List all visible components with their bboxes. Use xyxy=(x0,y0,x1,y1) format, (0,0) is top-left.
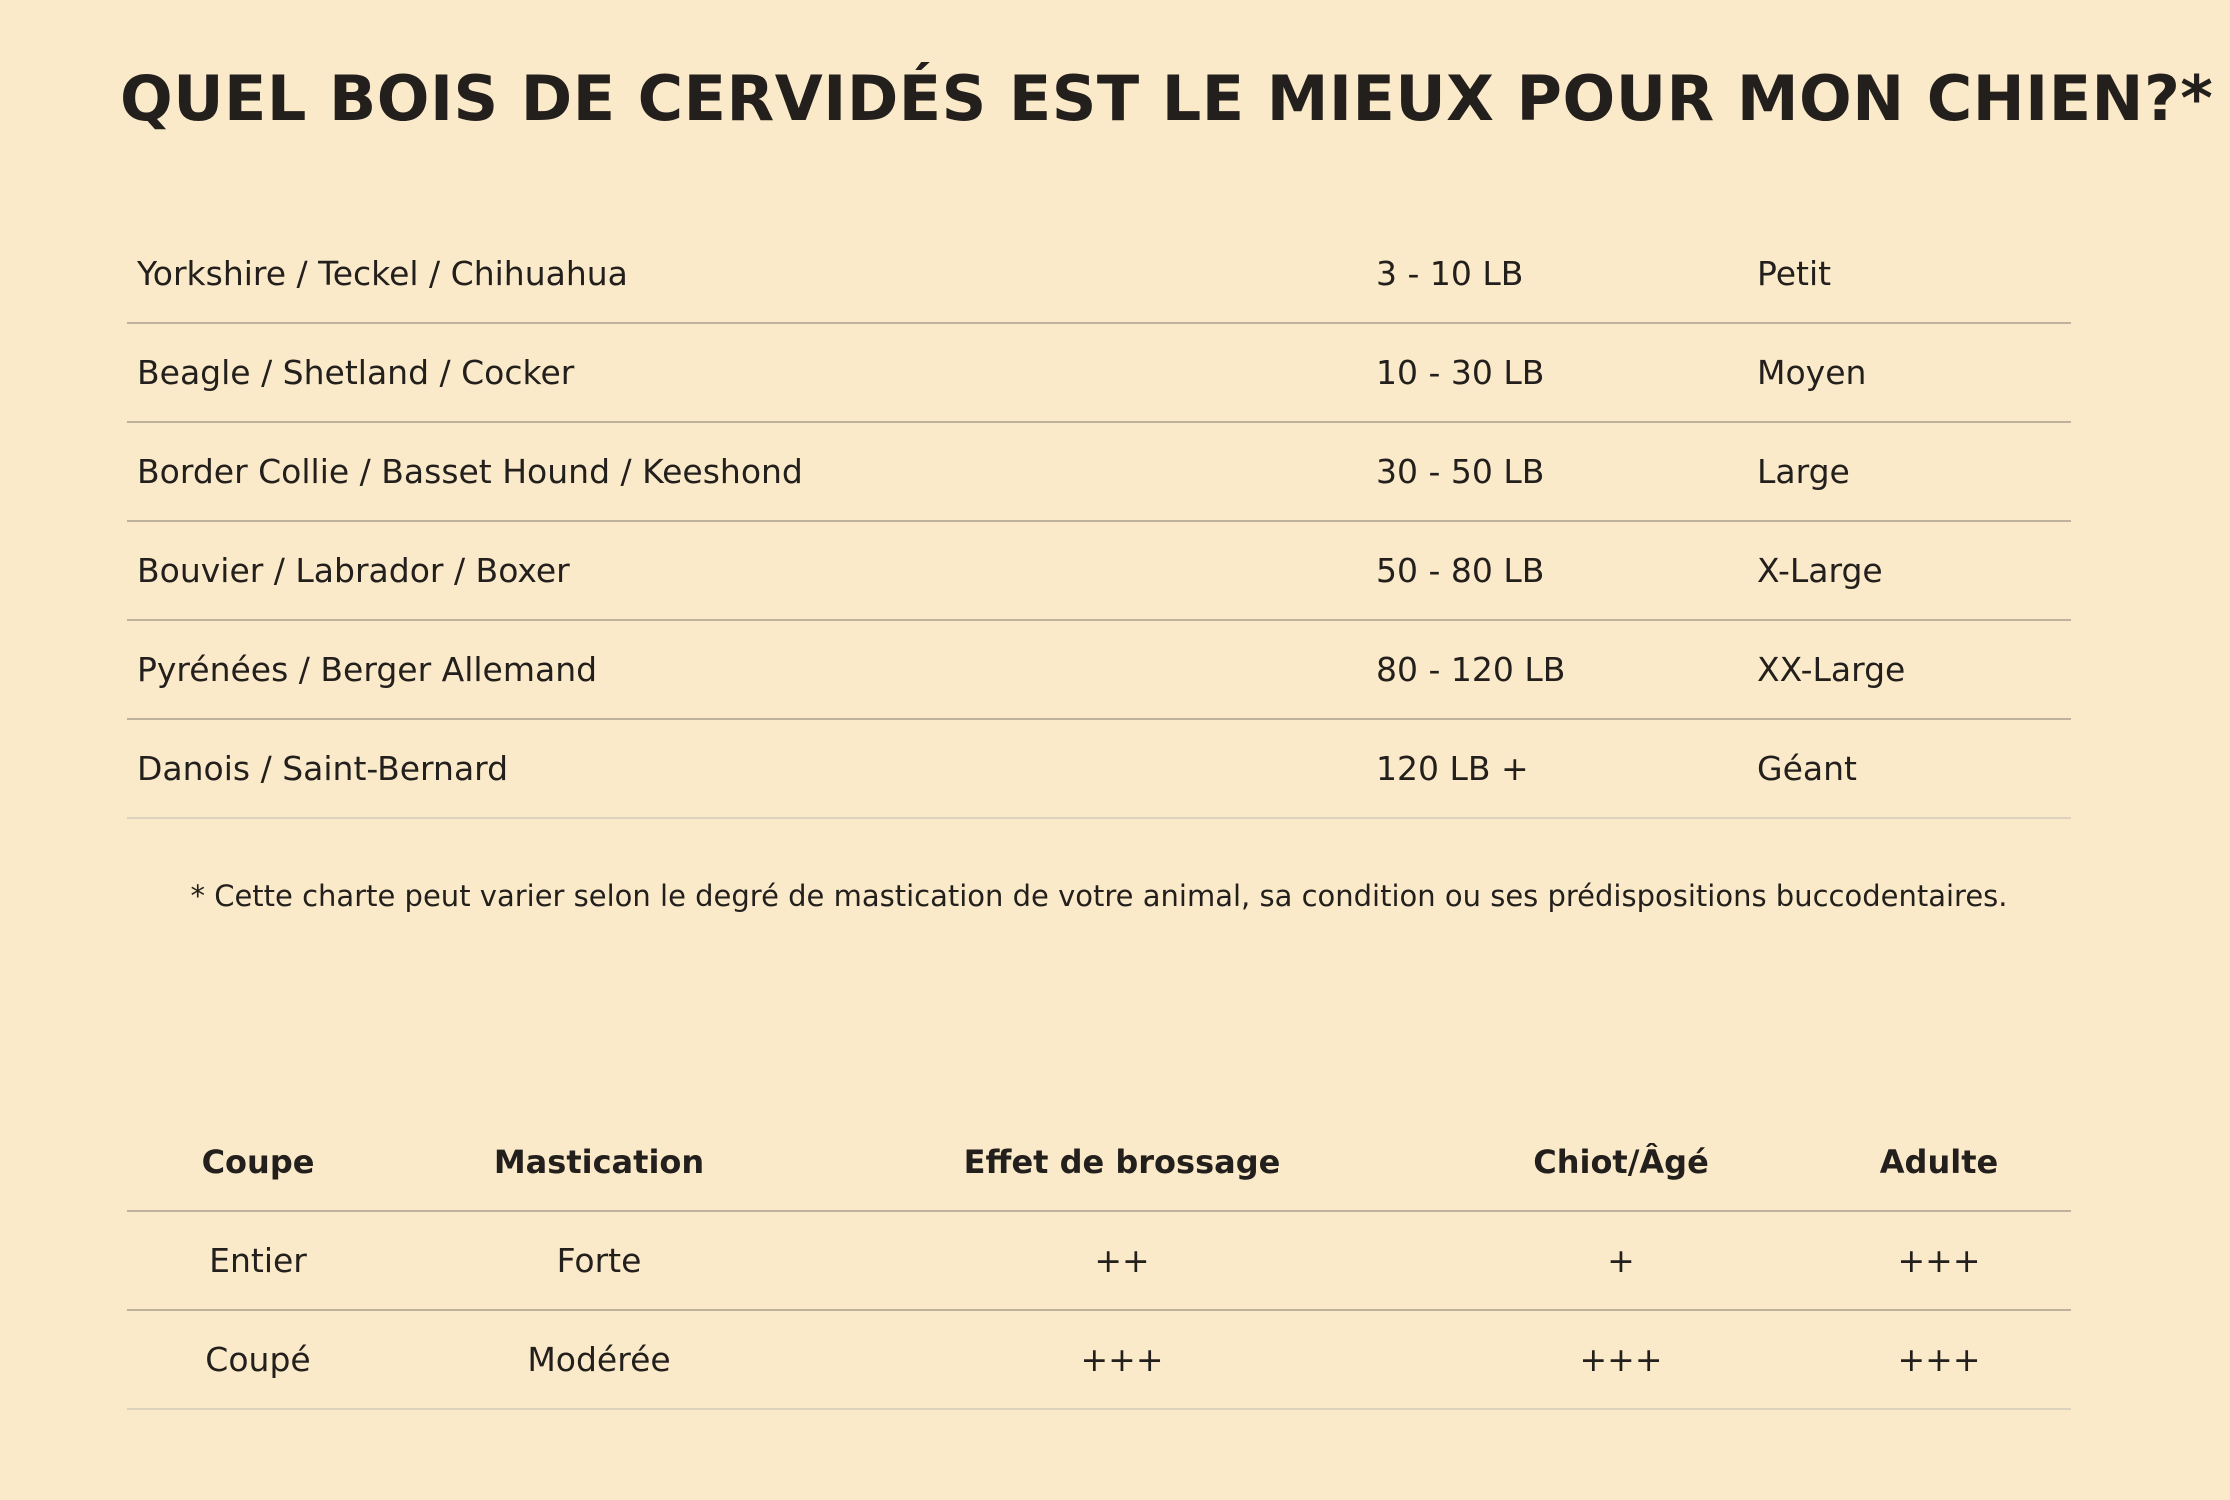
table-row xyxy=(127,1310,2071,1409)
column-header-chewing: Mastication xyxy=(389,1113,809,1211)
brushing-cell: ++ xyxy=(809,1211,1435,1310)
puppy-senior-cell: +++ xyxy=(1435,1310,1807,1409)
weight-cell: 30 - 50 LB xyxy=(1376,422,1757,521)
size-cell: Géant xyxy=(1757,719,2071,818)
page-title: QUEL BOIS DE CERVIDÉS EST LE MIEUX POUR MON CHIEN?* xyxy=(120,62,2214,135)
weight-cell: 120 LB + xyxy=(1376,719,1757,818)
table-header-row xyxy=(127,1113,2071,1211)
size-cell: Large xyxy=(1757,422,2071,521)
column-header-puppy-senior: Chiot/Âgé xyxy=(1435,1113,1807,1211)
size-cell: XX-Large xyxy=(1757,620,2071,719)
weight-cell: 80 - 120 LB xyxy=(1376,620,1757,719)
weight-cell: 10 - 30 LB xyxy=(1376,323,1757,422)
chewing-cell: Forte xyxy=(389,1211,809,1310)
chewing-cell: Modérée xyxy=(389,1310,809,1409)
table-row xyxy=(127,323,2071,422)
size-cell: Petit xyxy=(1757,225,2071,323)
breed-cell: Danois / Saint-Bernard xyxy=(127,719,1376,818)
column-header-adult: Adulte xyxy=(1807,1113,2071,1211)
weight-cell: 3 - 10 LB xyxy=(1376,225,1757,323)
table-row xyxy=(127,620,2071,719)
breed-size-table xyxy=(127,225,2071,819)
cut-cell: Entier xyxy=(127,1211,389,1310)
breed-cell: Pyrénées / Berger Allemand xyxy=(127,620,1376,719)
breed-cell: Beagle / Shetland / Cocker xyxy=(127,323,1376,422)
adult-cell: +++ xyxy=(1807,1310,2071,1409)
table-row xyxy=(127,1211,2071,1310)
breed-cell: Yorkshire / Teckel / Chihuahua xyxy=(127,225,1376,323)
table-row xyxy=(127,225,2071,323)
column-header-cut: Coupe xyxy=(127,1113,389,1211)
table-row xyxy=(127,422,2071,521)
table-row xyxy=(127,521,2071,620)
puppy-senior-cell: + xyxy=(1435,1211,1807,1310)
cut-comparison-table xyxy=(127,1113,2071,1410)
size-cell: X-Large xyxy=(1757,521,2071,620)
breed-cell: Border Collie / Basset Hound / Keeshond xyxy=(127,422,1376,521)
adult-cell: +++ xyxy=(1807,1211,2071,1310)
table-row xyxy=(127,719,2071,818)
breed-cell: Bouvier / Labrador / Boxer xyxy=(127,521,1376,620)
column-header-brushing-effect: Effet de brossage xyxy=(809,1113,1435,1211)
weight-cell: 50 - 80 LB xyxy=(1376,521,1757,620)
brushing-cell: +++ xyxy=(809,1310,1435,1409)
size-cell: Moyen xyxy=(1757,323,2071,422)
footnote: * Cette charte peut varier selon le degré de mastication de votre animal, sa condition ou ses prédispositions buccodentaires. xyxy=(190,879,2008,913)
cut-cell: Coupé xyxy=(127,1310,389,1409)
